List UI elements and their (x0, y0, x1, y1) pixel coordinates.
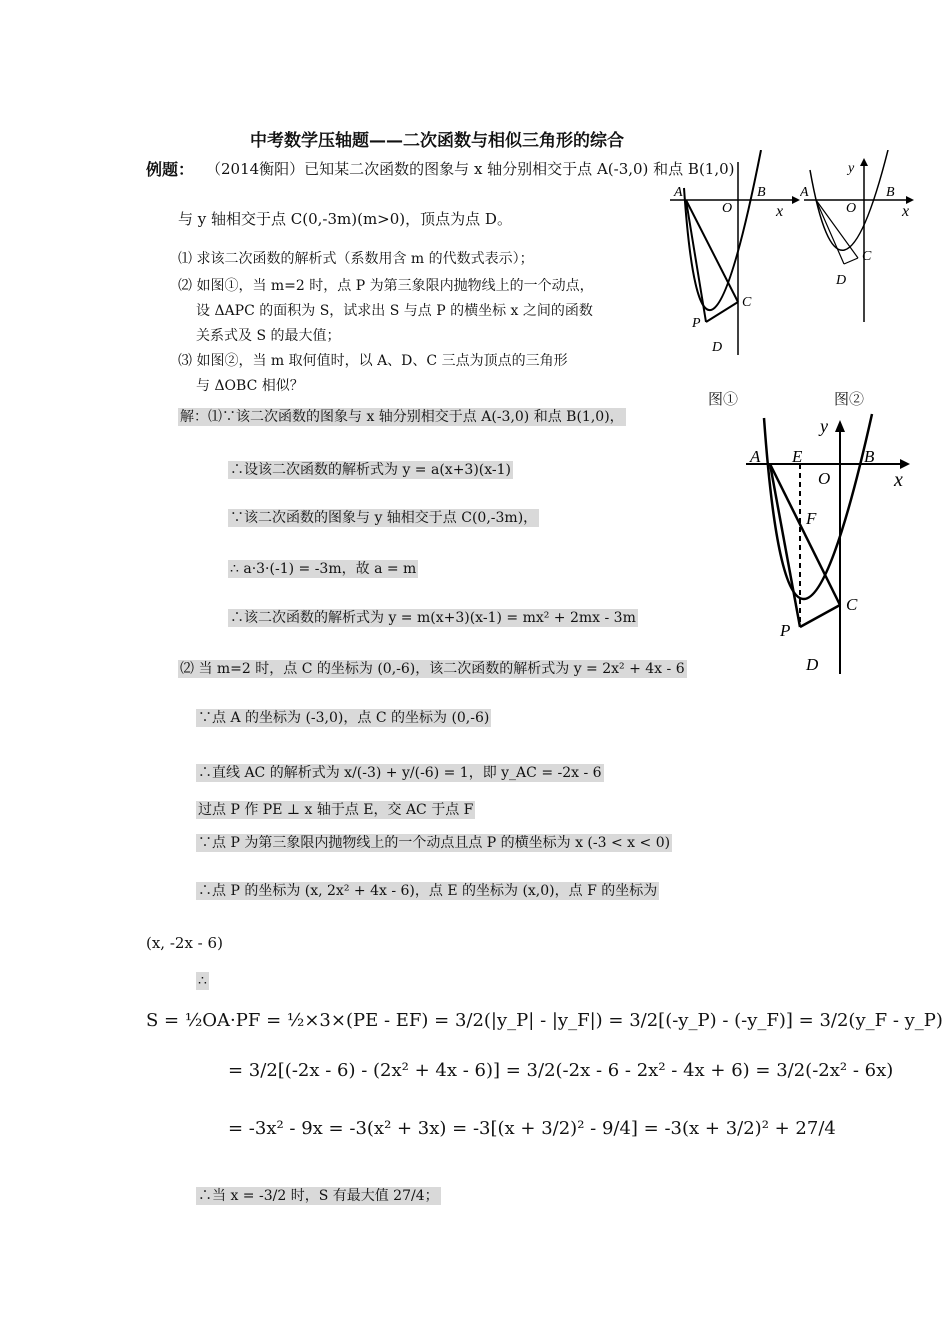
solution-line-12: (x, -2x - 6) (146, 934, 223, 952)
fig3-label-a: A (750, 447, 761, 466)
solution-line-3: ∵该二次函数的图象与 y 轴相交于点 C(0,-3m)， (230, 510, 538, 526)
figure-solution (740, 412, 918, 684)
example-line-1: （2014衡阳）已知某二次函数的图象与 x 轴分别相交于点 A(-3,0) 和点 B(1,0) (206, 160, 735, 178)
fig2-label-a: A (800, 185, 809, 200)
fig3-x-arrow (900, 459, 910, 469)
fig2-label-d: D (836, 273, 847, 288)
fig3-label-c: C (846, 595, 858, 614)
fig2-y-arrow (860, 158, 868, 166)
fig1-label-d: D (712, 340, 723, 355)
fig1-label-o: O (722, 201, 733, 216)
fig1-label-b: B (757, 185, 766, 200)
example-line-2: 与 y 轴相交于点 C(0,-3m)(m>0)，顶点为点 D。 (178, 210, 512, 228)
fig3-label-b: B (864, 447, 875, 466)
example-label: 例题： (146, 160, 195, 179)
fig3-label-x: x (894, 469, 903, 491)
question-2c: 关系式及 S 的最大值； (196, 328, 341, 344)
equation-line-1: S = ½OA·PF = ½×3×(PE - EF) = 3/2(|y_P| - |y_F|) = 3/2[(-y_P) - (-y_F)] = 3/2(y_F - y_P) (146, 1010, 943, 1031)
fig3-label-y: y (820, 416, 828, 436)
fig1-parabola (684, 150, 761, 310)
fig3-segment-ap (770, 464, 800, 627)
solution-line-5: ∴该二次函数的解析式为 y = m(x+3)(x-1) = mx² + 2mx - 3m (230, 610, 636, 626)
fig1-label-a: A (674, 185, 683, 200)
solution-line-6: ⑵ 当 m=2 时，点 C 的坐标为 (0,-6)，该二次函数的解析式为 y = 2x² + 4x - 6 (180, 661, 685, 677)
fig1-label-c: C (742, 295, 752, 310)
fig1-segment-pc (706, 302, 738, 322)
solution-line-7: ∵点 A 的坐标为 (-3,0)，点 C 的坐标为 (0,-6) (198, 710, 490, 726)
fig2-label-o: O (846, 201, 857, 216)
page-title: 中考数学压轴题——二次函数与相似三角形的综合 (250, 131, 624, 151)
fig2-label-x: x (902, 203, 910, 220)
question-1: ⑴ 求该二次函数的解析式（系数用含 m 的代数式表示）； (178, 251, 534, 267)
question-3a: ⑶ 如图②，当 m 取何值时，以 A、D、C 三点为顶点的三角形 (178, 353, 568, 369)
solution-line-1: 解：⑴∵该二次函数的图象与 x 轴分别相交于点 A(-3,0) 和点 B(1,0)， (180, 409, 624, 425)
figure-2-caption: 图② (834, 390, 865, 408)
fig3-label-e: E (792, 447, 803, 466)
fig2-label-b: B (886, 185, 895, 200)
fig3-label-p: P (780, 621, 791, 640)
solution-line-2: ∴设该二次函数的解析式为 y = a(x+3)(x-1) (230, 462, 512, 478)
figure-2 (800, 150, 918, 330)
solution-conclusion: ∴当 x = -3/2 时，S 有最大值 27/4； (198, 1188, 439, 1204)
fig2-label-y: y (848, 161, 855, 176)
solution-line-11: ∴点 P 的坐标为 (x, 2x² + 4x - 6)，点 E 的坐标为 (x,0)，点 F 的坐标为 (198, 883, 658, 899)
solution-line-8: ∴直线 AC 的解析式为 x/(-3) + y/(-6) = 1，即 y_AC = -2x - 6 (198, 765, 602, 781)
figure-1-caption: 图① (708, 390, 739, 408)
fig3-parabola (764, 414, 872, 599)
figure-1 (662, 150, 802, 360)
fig2-label-c: C (862, 249, 872, 264)
fig1-label-x: x (776, 203, 784, 220)
question-2b: 设 ΔAPC 的面积为 S，试求出 S 与点 P 的横坐标 x 之间的函数 (196, 303, 593, 319)
fig3-segment-pc (800, 605, 840, 627)
equation-line-3: = -3x² - 9x = -3(x² + 3x) = -3[(x + 3/2)² - 9/4] = -3(x + 3/2)² + 27/4 (228, 1118, 836, 1139)
solution-line-4: ∴ a·3·(-1) = -3m，故 a = m (230, 561, 417, 577)
question-3b: 与 ΔOBC 相似？ (196, 378, 304, 394)
fig1-x-arrow (792, 196, 800, 204)
fig1-label-p: P (692, 316, 701, 331)
question-2a: ⑵ 如图①，当 m=2 时，点 P 为第三象限内抛物线上的一个动点， (178, 278, 594, 294)
fig3-label-f: F (806, 509, 817, 528)
solution-line-10: ∵点 P 为第三象限内抛物线上的一个动点且点 P 的横坐标为 x (-3 < x < 0) (198, 835, 671, 851)
fig3-label-d: D (806, 655, 819, 674)
fig3-y-arrow (835, 420, 845, 432)
solution-therefore: ∴ (198, 973, 207, 989)
fig3-label-o: O (818, 469, 831, 488)
equation-line-2: = 3/2[(-2x - 6) - (2x² + 4x - 6)] = 3/2(-2x - 6 - 2x² - 4x + 6) = 3/2(-2x² - 6x) (228, 1060, 894, 1081)
fig2-segment-dc (844, 258, 858, 264)
solution-line-9: 过点 P 作 PE ⊥ x 轴于点 E，交 AC 于点 F (198, 802, 474, 818)
